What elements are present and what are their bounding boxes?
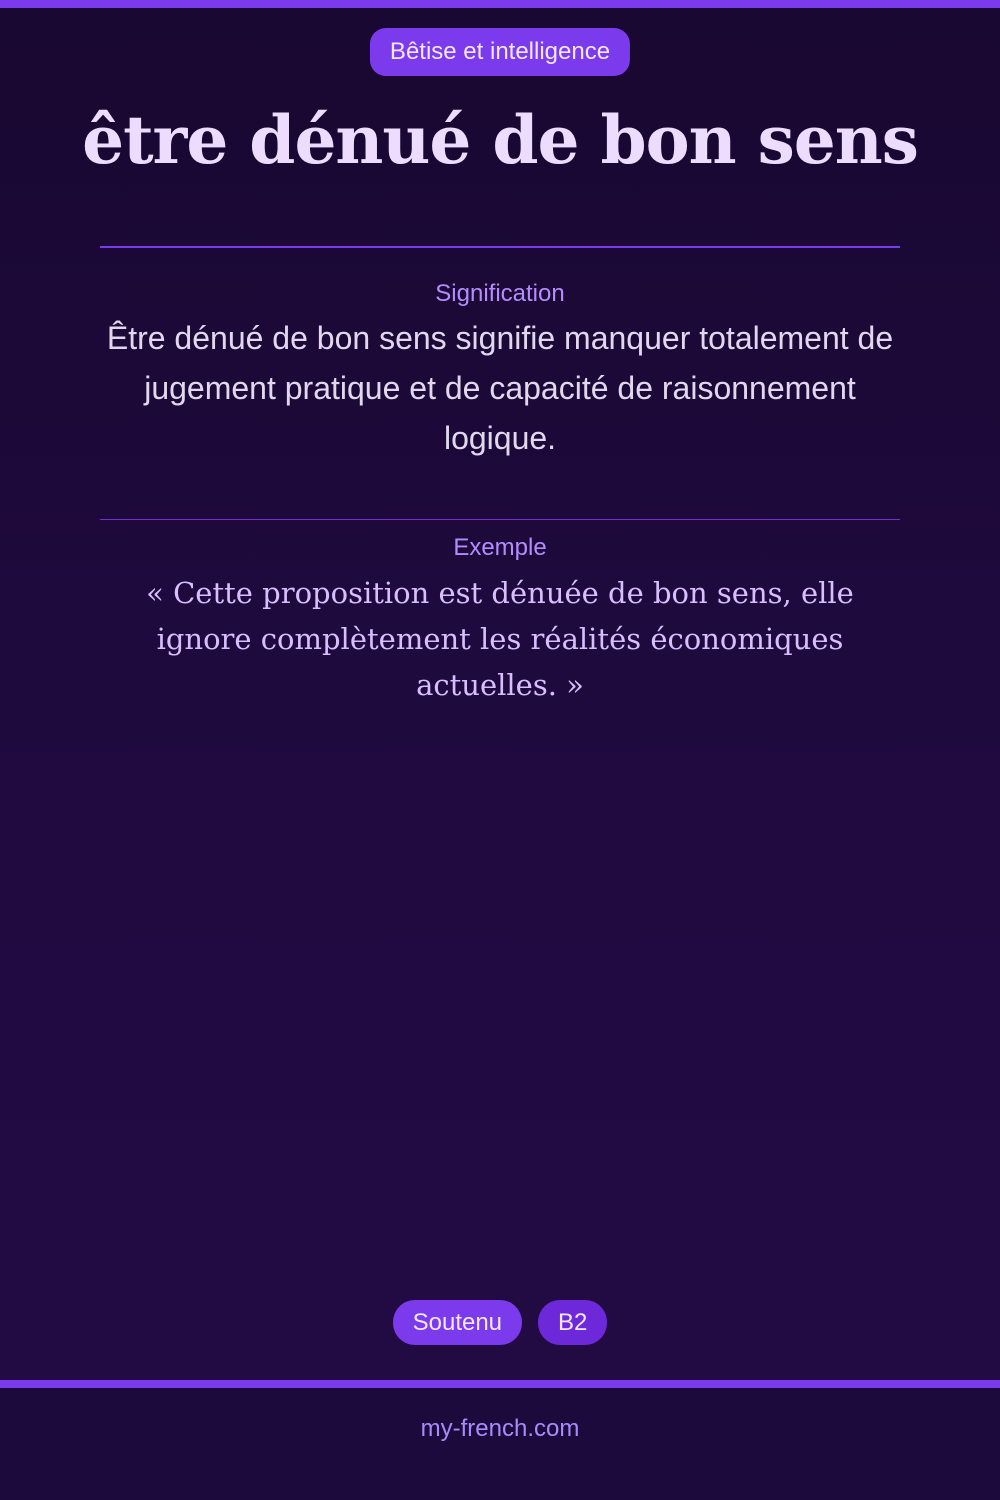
tag-list bbox=[0, 1300, 1000, 1345]
level-tag[interactable]: B2 bbox=[538, 1300, 607, 1345]
category-badge[interactable]: Bêtise et intelligence bbox=[370, 28, 630, 76]
top-accent-bar bbox=[0, 0, 1000, 8]
footer-site-link[interactable]: my-french.com bbox=[420, 1415, 580, 1442]
meaning-text: Être dénué de bon sens signifie manquer totalement de jugement pratique et de capacité de raisonnement logique. bbox=[106, 320, 894, 456]
example-text: « Cette proposition est dénuée de bon sens, elle ignore complètement les réalités économiques actuelles. » bbox=[146, 576, 854, 702]
divider bbox=[100, 519, 900, 520]
example-label: Exemple bbox=[453, 534, 547, 561]
divider bbox=[100, 246, 900, 248]
register-tag[interactable]: Soutenu bbox=[393, 1300, 522, 1345]
bottom-accent-bar bbox=[0, 1380, 1000, 1388]
footer bbox=[0, 1388, 1000, 1500]
meaning-label: Signification bbox=[435, 280, 565, 307]
expression-title: être dénué de bon sens bbox=[82, 101, 918, 179]
